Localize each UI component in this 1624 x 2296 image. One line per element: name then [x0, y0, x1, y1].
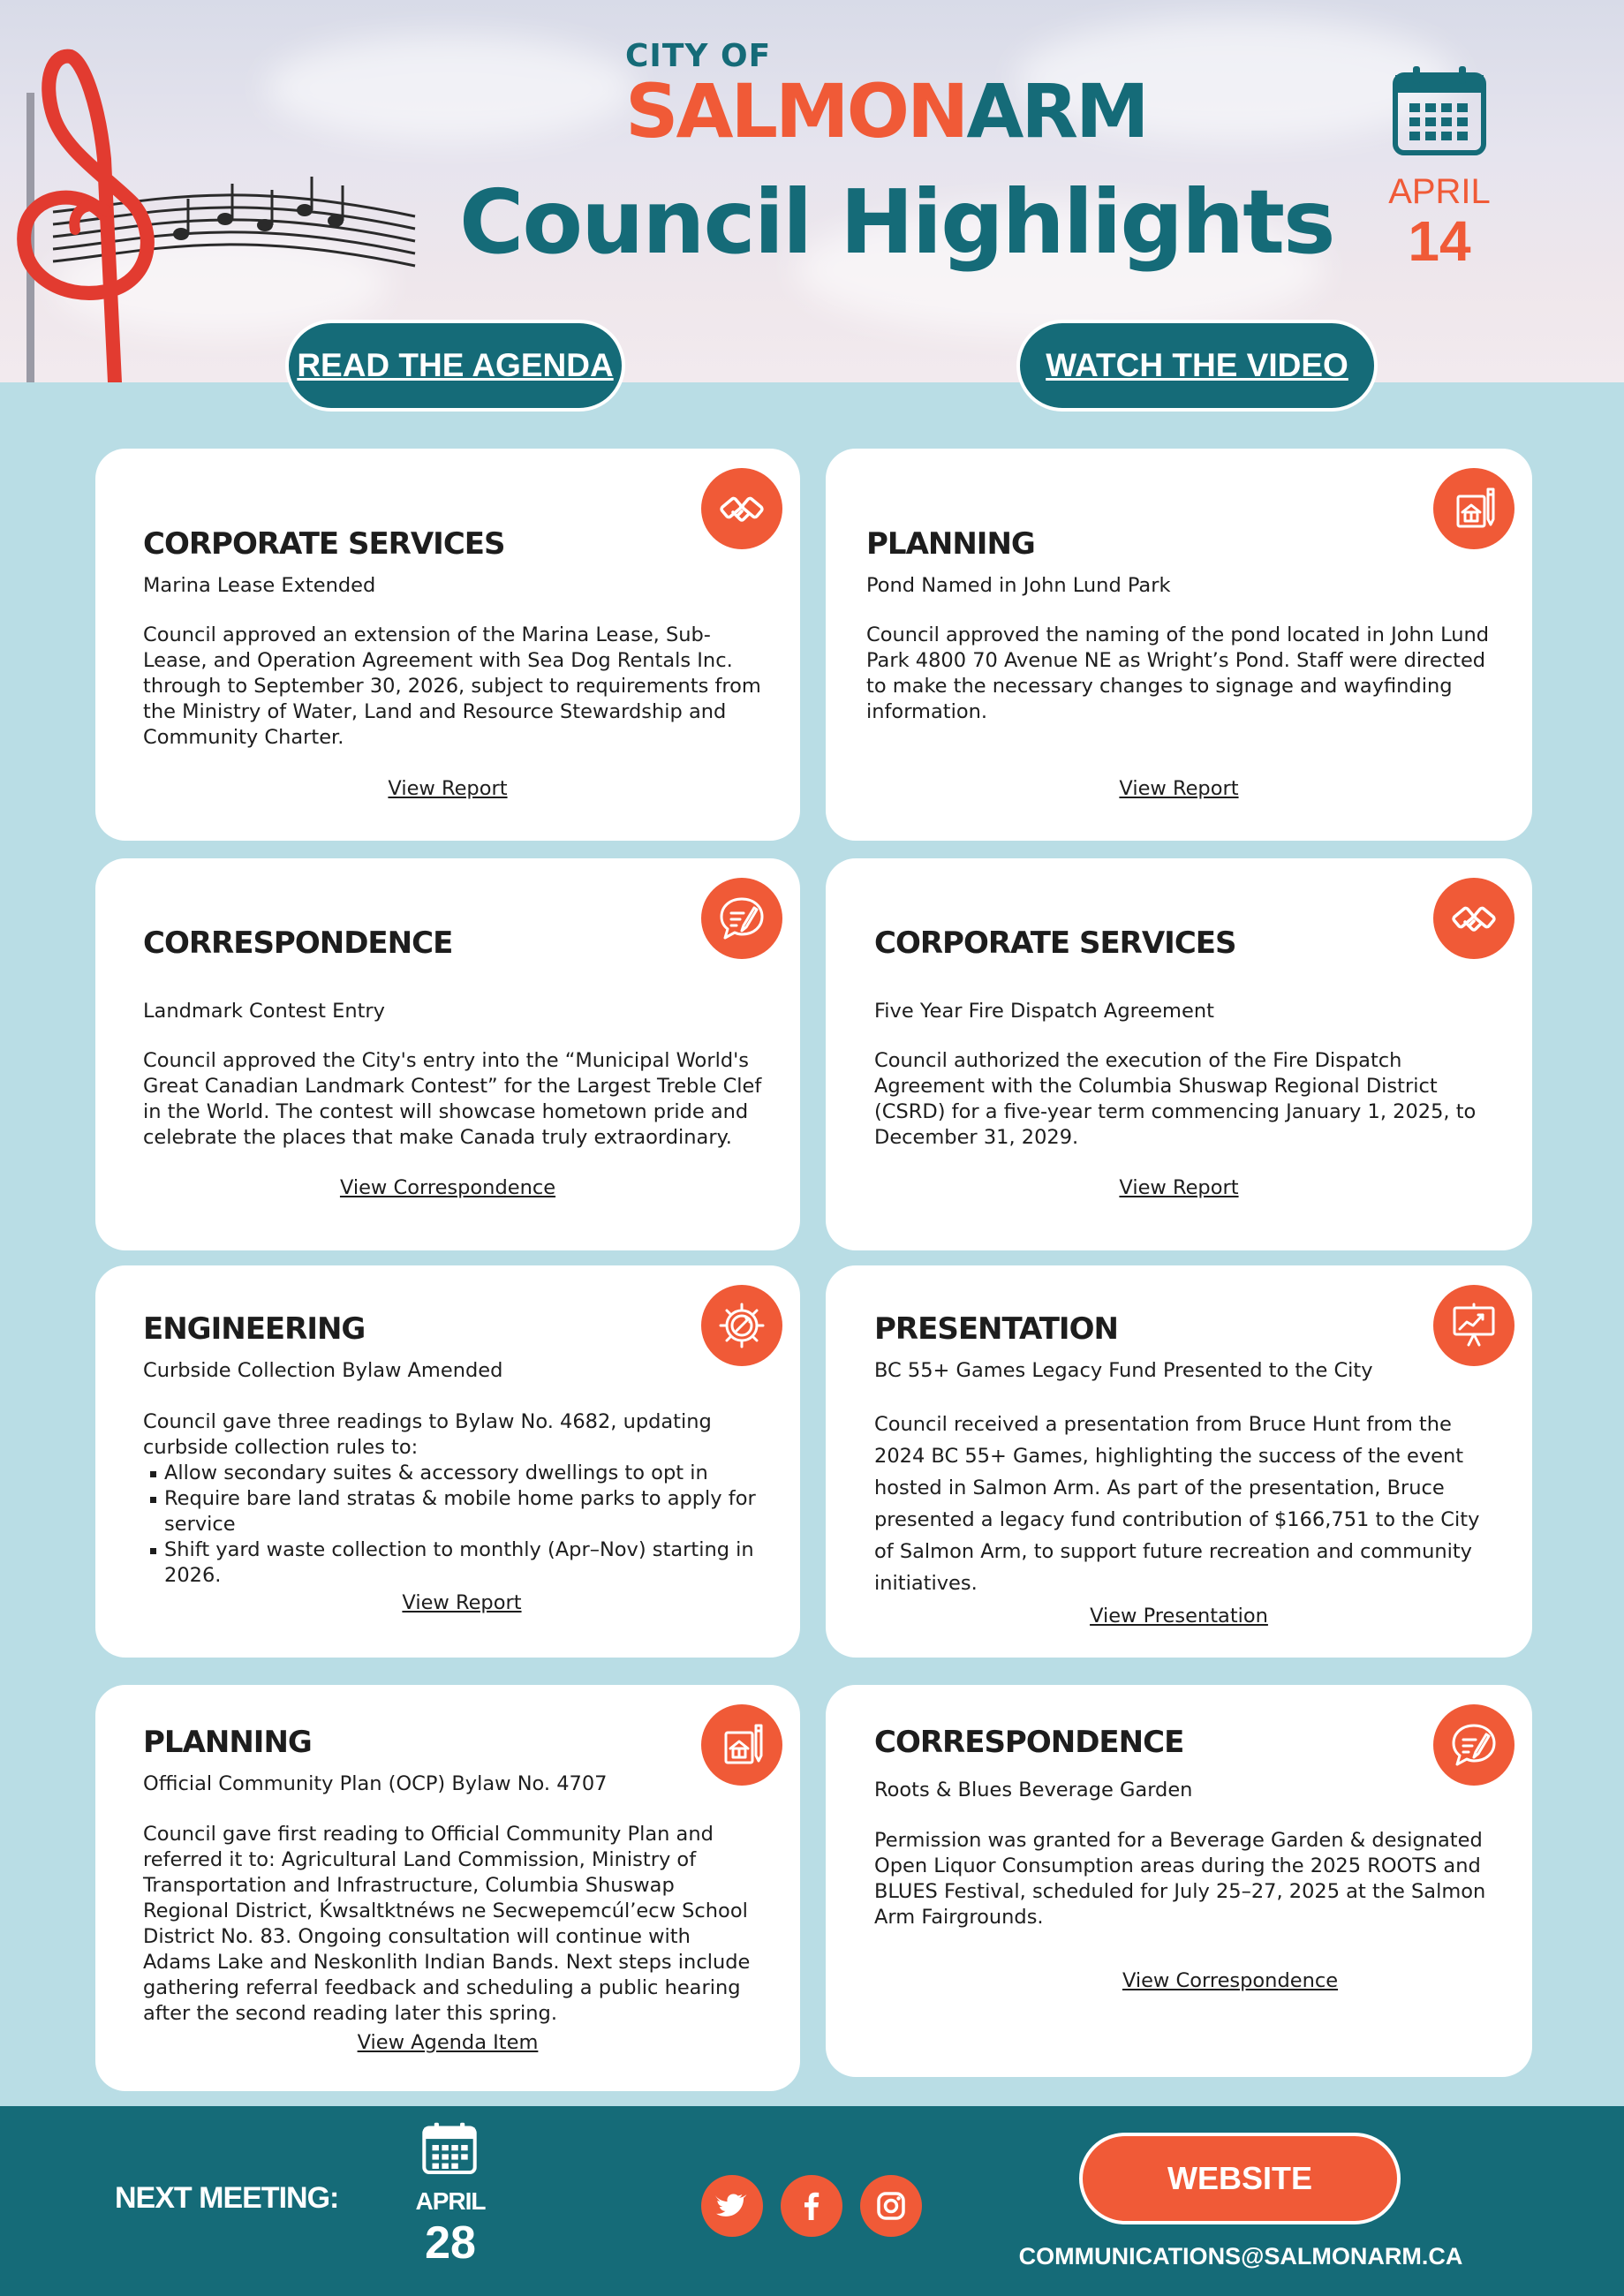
- logo-city-of: CITY OF: [625, 38, 772, 74]
- logo-arm: ARM: [966, 68, 1147, 155]
- card-heading: CORPORATE SERVICES: [143, 526, 505, 562]
- card-bullet-list: [143, 1461, 770, 1589]
- list-item: Shift yard waste collection to monthly (Apr–Nov) starting in 2026.: [143, 1537, 770, 1589]
- view-report-link[interactable]: View Report: [1119, 1176, 1239, 1199]
- card-body: Council received a presentation from Bruce Hunt from the 2024 BC 55+ Games, highlighting the success of the event hosted in Salmon Arm. As part of the presentation, Bruce presented a legacy fund contribution of $166,751 to the City of Salmon Arm, to support future recreation and community initiatives.: [874, 1413, 1480, 1595]
- card-body: Council approved the City's entry into the “Municipal World's Great Canadian Landmark Contest” for the Largest Treble Clef in the World. The contest will showcase hometown pride and celebrate the places that make Canada truly extraordinary.: [143, 1049, 762, 1149]
- instagram-icon[interactable]: [860, 2175, 922, 2237]
- house-blueprint-icon: [1433, 468, 1514, 549]
- card-body-intro: Council gave three readings to Bylaw No. 4682, updating curbside collection rules to:: [143, 1410, 712, 1459]
- city-logo: [625, 38, 1147, 155]
- card-heading: PLANNING: [143, 1725, 312, 1760]
- handshake-icon: [701, 468, 782, 549]
- view-correspondence-link[interactable]: View Correspondence: [339, 1176, 556, 1199]
- card-heading: CORRESPONDENCE: [874, 1725, 1184, 1760]
- highlight-card: [95, 1685, 800, 2091]
- view-presentation-link[interactable]: View Presentation: [1090, 1605, 1268, 1628]
- header-banner: [0, 0, 1624, 382]
- card-subtitle: Roots & Blues Beverage Garden: [874, 1779, 1193, 1801]
- view-report-link[interactable]: View Report: [1119, 777, 1239, 800]
- view-agenda-item-link[interactable]: View Agenda Item: [357, 2031, 539, 2054]
- speech-pencil-icon: [1433, 1704, 1514, 1786]
- card-subtitle: Landmark Contest Entry: [143, 1000, 385, 1023]
- house-blueprint-icon: [701, 1704, 782, 1786]
- card-heading: CORPORATE SERVICES: [874, 925, 1236, 961]
- card-body: Council approved an extension of the Marina Lease, Sub-Lease, and Operation Agreement with Sea Dog Rentals Inc. through to September 30, 2026, subject to requirements from the Ministry of Water, Land and Resource Stewardship and Community Charter.: [143, 623, 761, 749]
- calendar-icon: [422, 2122, 477, 2175]
- view-report-link[interactable]: View Report: [402, 1591, 522, 1614]
- read-agenda-button[interactable]: READ THE AGENDA: [285, 320, 625, 412]
- highlight-card: [826, 858, 1532, 1250]
- card-subtitle: BC 55+ Games Legacy Fund Presented to the City: [874, 1359, 1373, 1382]
- card-body: Council authorized the execution of the Fire Dispatch Agreement with the Columbia Shuswap Regional District (CSRD) for a five-year term commencing January 1, 2025, to December 31, 2029.: [874, 1049, 1477, 1149]
- footer: [0, 2106, 1624, 2296]
- website-button[interactable]: WEBSITE: [1079, 2133, 1401, 2224]
- logo-salmon: SALMON: [625, 68, 967, 155]
- card-heading: CORRESPONDENCE: [143, 925, 453, 961]
- handshake-icon: [1433, 878, 1514, 959]
- watch-video-button[interactable]: WATCH THE VIDEO: [1016, 320, 1378, 412]
- card-body: [143, 1409, 770, 1589]
- next-meeting-label: NEXT MEETING:: [115, 2181, 339, 2215]
- card-subtitle: Curbside Collection Bylaw Amended: [143, 1359, 503, 1382]
- gear-wrench-icon: [701, 1285, 782, 1366]
- highlight-card: [95, 449, 800, 841]
- highlight-card: [826, 1265, 1532, 1658]
- logo-wordmark: [625, 68, 1147, 155]
- highlight-card: [95, 858, 800, 1250]
- card-subtitle: Five Year Fire Dispatch Agreement: [874, 1000, 1214, 1023]
- speech-pencil-icon: [701, 878, 782, 959]
- list-item: Allow secondary suites & accessory dwellings to opt in: [143, 1461, 770, 1486]
- presentation-board-icon: [1433, 1285, 1514, 1366]
- highlight-card: [826, 1685, 1532, 2077]
- highlight-card: [826, 449, 1532, 841]
- card-body: Council gave first reading to Official Community Plan and referred it to: Agricultural Land Commission, Ministry of Transportation and Infrastructure, Columbia Shuswap Regional District, Ḱwsaltktnéws ne Secwepemcúl’ecw School District No. 83. Ongoing consultation will continue with Adams Lake and Neskonlith Indian Bands. Next steps include gathering referral feedback and scheduling a public hearing after the second reading later this spring.: [143, 1823, 751, 2025]
- card-body: Council approved the naming of the pond located in John Lund Park 4800 70 Avenue NE as Wright’s Pond. Staff were directed to make the necessary changes to signage and wayfinding information.: [866, 623, 1490, 723]
- page-title: Council Highlights: [459, 170, 1334, 274]
- card-heading: PLANNING: [866, 526, 1035, 562]
- card-subtitle: Official Community Plan (OCP) Bylaw No. 4707: [143, 1772, 608, 1795]
- view-correspondence-link[interactable]: View Correspondence: [1122, 1969, 1339, 1992]
- view-report-link[interactable]: View Report: [388, 777, 508, 800]
- date-day: 14: [1408, 209, 1471, 273]
- next-meeting-day: 28: [425, 2217, 476, 2269]
- highlight-card: [95, 1265, 800, 1658]
- meeting-date: [1378, 66, 1501, 271]
- next-meeting-month: APRIL: [415, 2187, 486, 2215]
- contact-email-link[interactable]: COMMUNICATIONS@SALMONARM.CA: [1018, 2243, 1463, 2270]
- twitter-icon[interactable]: [701, 2175, 763, 2237]
- card-subtitle: Marina Lease Extended: [143, 574, 376, 597]
- card-subtitle: Pond Named in John Lund Park: [866, 574, 1171, 597]
- card-body: Permission was granted for a Beverage Garden & designated Open Liquor Consumption areas during the 2025 ROOTS and BLUES Festival, scheduled for July 25–27, 2025 at the Salmon Arm Fairgrounds.: [874, 1829, 1486, 1929]
- card-heading: PRESENTATION: [874, 1311, 1118, 1347]
- list-item: Require bare land stratas & mobile home parks to apply for service: [143, 1486, 770, 1537]
- card-heading: ENGINEERING: [143, 1311, 366, 1347]
- facebook-icon[interactable]: [781, 2175, 842, 2237]
- date-month: APRIL: [1388, 172, 1491, 211]
- calendar-icon: [1392, 66, 1487, 156]
